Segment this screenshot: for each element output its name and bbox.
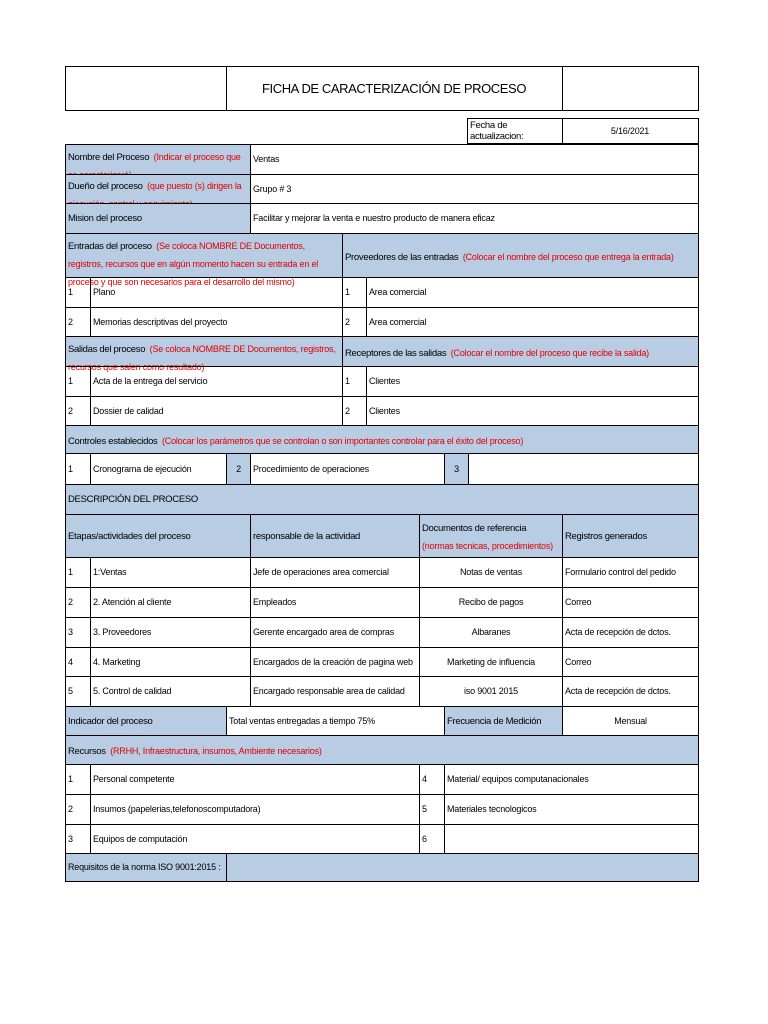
recurso-text-2: Insumos (papelerias,telefonoscomputadora) bbox=[93, 804, 261, 814]
fecha-label: Fecha de actualizacion: bbox=[470, 120, 524, 142]
salidas-label: Salidas del proceso bbox=[68, 344, 146, 355]
header-divider-right bbox=[562, 67, 563, 110]
documento-1: Notas de ventas bbox=[459, 567, 523, 577]
recurso-text-4: Material/ equipos computanacionales bbox=[447, 774, 589, 784]
header-box bbox=[65, 66, 699, 111]
frecuencia-label: Frecuencia de Medición bbox=[445, 707, 562, 735]
etapa-num-1: 1 bbox=[68, 567, 73, 577]
mision-label: Mision del proceso bbox=[66, 204, 250, 233]
entradas-hint: (Se coloca NOMBRE DE Documentos, registros, recursos que en algún momento hacen su entrada en el proceso y que son necesarios para el desarrollo del mismo) bbox=[68, 241, 319, 287]
recurso-num-5: 5 bbox=[422, 804, 427, 814]
controles-hint: (Colocar los parámetros que se controlan o son importantes controlar para el éxito del proceso) bbox=[161, 435, 524, 446]
control-num-3: 3 bbox=[445, 454, 468, 484]
registro-1: Formulario control del pedido bbox=[565, 567, 676, 577]
controles-header bbox=[66, 426, 698, 453]
nombre-label-cell bbox=[66, 145, 250, 174]
receptor-text-1: Clientes bbox=[369, 376, 400, 386]
receptores-label-cell bbox=[343, 337, 698, 366]
etapa-num-5: 5 bbox=[68, 686, 73, 696]
etapa-3: 3. Proveedores bbox=[93, 627, 152, 637]
receptor-text-2: Clientes bbox=[369, 405, 400, 416]
proveedor-text-1: Area comercial bbox=[369, 287, 427, 297]
requisitos-value bbox=[227, 854, 698, 881]
control-num-2: 2 bbox=[227, 454, 250, 484]
recurso-text-6 bbox=[445, 825, 698, 853]
receptores-label: Receptores de las salidas bbox=[345, 347, 447, 359]
recurso-text-5: Materiales tecnologicos bbox=[447, 804, 537, 814]
recursos-label: Recursos bbox=[68, 746, 106, 757]
col-registros: Registros generados bbox=[565, 530, 647, 542]
col-documentos-label: Documentos de referencia bbox=[422, 523, 527, 534]
entrada-text-1: Plano bbox=[93, 287, 116, 297]
salida-num-2: 2 bbox=[68, 405, 73, 416]
recursos-header bbox=[66, 736, 698, 764]
nombre-hint: (Indicar el proceso que bbox=[153, 152, 241, 162]
control-text-1: Cronograma de ejecución bbox=[93, 463, 192, 474]
proveedores-hint: (Colocar el nombre del proceso que entrega la entrada) bbox=[462, 251, 674, 262]
recurso-num-1: 1 bbox=[68, 774, 73, 784]
nombre-value: Ventas bbox=[253, 154, 280, 164]
recurso-text-1: Personal competente bbox=[93, 774, 175, 784]
salidas-hint: (Se coloca NOMBRE DE Documentos, registros, recursos que salen como resultado) bbox=[68, 344, 336, 372]
entradas-label-cell bbox=[66, 236, 342, 287]
etapa-num-2: 2 bbox=[68, 597, 73, 607]
fecha-value: 5/16/2021 bbox=[610, 125, 650, 136]
salidas-label-cell bbox=[66, 339, 342, 372]
dueno-hint: (que puesto (s) dirigen la bbox=[147, 181, 242, 191]
recurso-num-6: 6 bbox=[422, 833, 427, 844]
mision-value: Facilitar y mejorar la venta e nuestro producto de manera eficaz bbox=[253, 213, 495, 223]
col-etapas: Etapas/actividades del proceso bbox=[68, 530, 191, 542]
salida-num-1: 1 bbox=[68, 376, 73, 386]
registro-2: Correo bbox=[565, 597, 592, 607]
dueno-label: Dueño del proceso bbox=[68, 181, 143, 192]
fecha-box bbox=[467, 118, 699, 144]
etapa-2: 2. Atención al cliente bbox=[93, 597, 172, 607]
proveedor-num-2: 2 bbox=[345, 316, 350, 327]
registro-5: Acta de recepción de dctos. bbox=[565, 686, 671, 696]
recurso-text-3: Equipos de computación bbox=[93, 833, 188, 844]
recurso-num-4: 4 bbox=[422, 774, 427, 784]
col-documentos-hint: (normas tecnicas, procedimientos) bbox=[422, 541, 553, 551]
etapa-num-4: 4 bbox=[68, 656, 73, 667]
proveedores-label: Proveedores de las entradas bbox=[345, 251, 459, 263]
recurso-num-2: 2 bbox=[68, 804, 73, 814]
etapa-1: 1:Ventas bbox=[93, 567, 127, 577]
control-text-2: Procedimiento de operaciones bbox=[253, 463, 369, 474]
proveedor-text-2: Area comercial bbox=[369, 316, 427, 327]
entrada-num-1: 1 bbox=[68, 287, 73, 297]
dueno-label-cell bbox=[66, 175, 250, 203]
registro-3: Acta de recepción de dctos. bbox=[565, 627, 671, 637]
registro-4: Correo bbox=[565, 656, 592, 667]
responsable-2: Empleados bbox=[253, 597, 297, 607]
entradas-label: Entradas del proceso bbox=[68, 241, 152, 252]
descripcion-label: DESCRIPCIÓN DEL PROCESO bbox=[66, 485, 698, 514]
receptor-num-1: 1 bbox=[345, 376, 350, 386]
nombre-label: Nombre del Proceso bbox=[68, 152, 150, 163]
col-responsable: responsable de la actividad bbox=[253, 530, 361, 542]
requisitos-label: Requisitos de la norma ISO 9001:2015 : bbox=[68, 862, 221, 872]
entrada-text-2: Memorias descriptivas del proyecto bbox=[93, 316, 228, 327]
recursos-hint: (RRHH, Infraestructura, insumos, Ambiente necesarios) bbox=[110, 746, 322, 756]
salida-text-2: Dossier de calidad bbox=[93, 405, 164, 416]
receptor-num-2: 2 bbox=[345, 405, 350, 416]
entrada-num-2: 2 bbox=[68, 316, 73, 327]
responsable-3: Gerente encargado area de compras bbox=[253, 627, 394, 637]
indicador-label: Indicador del proceso bbox=[66, 707, 226, 735]
documento-5: iso 9001 2015 bbox=[464, 686, 518, 696]
etapa-4: 4. Marketing bbox=[93, 656, 141, 667]
documento-4: Marketing de influencia bbox=[447, 656, 535, 667]
documento-3: Albaranes bbox=[471, 627, 511, 637]
indicador-value: Total ventas entregadas a tiempo 75% bbox=[229, 715, 375, 726]
proveedor-num-1: 1 bbox=[345, 287, 350, 297]
col-documentos bbox=[420, 515, 562, 557]
responsable-1: Jefe de operaciones area comercial bbox=[253, 567, 389, 577]
control-num-1: 1 bbox=[68, 463, 73, 474]
recurso-num-3: 3 bbox=[68, 833, 73, 844]
control-text-3 bbox=[469, 454, 698, 484]
responsable-4: Encargados de la creación de pagina web bbox=[253, 656, 413, 667]
controles-label: Controles establecidos bbox=[68, 435, 158, 447]
etapa-5: 5. Control de calidad bbox=[93, 686, 172, 696]
salida-text-1: Acta de la entrega del servicio bbox=[93, 376, 208, 386]
proveedores-label-cell bbox=[343, 234, 698, 277]
frecuencia-value: Mensual bbox=[614, 715, 647, 726]
etapa-num-3: 3 bbox=[68, 627, 73, 637]
responsable-5: Encargado responsable area de calidad bbox=[253, 686, 405, 696]
documento-2: Recibo de pagos bbox=[458, 597, 524, 607]
dueno-value: Grupo # 3 bbox=[253, 183, 292, 194]
main-table bbox=[65, 144, 699, 882]
page-title: FICHA DE CARACTERIZACIÓN DE PROCESO bbox=[261, 81, 527, 96]
receptores-hint: (Colocar el nombre del proceso que recibe la salida) bbox=[450, 347, 649, 358]
